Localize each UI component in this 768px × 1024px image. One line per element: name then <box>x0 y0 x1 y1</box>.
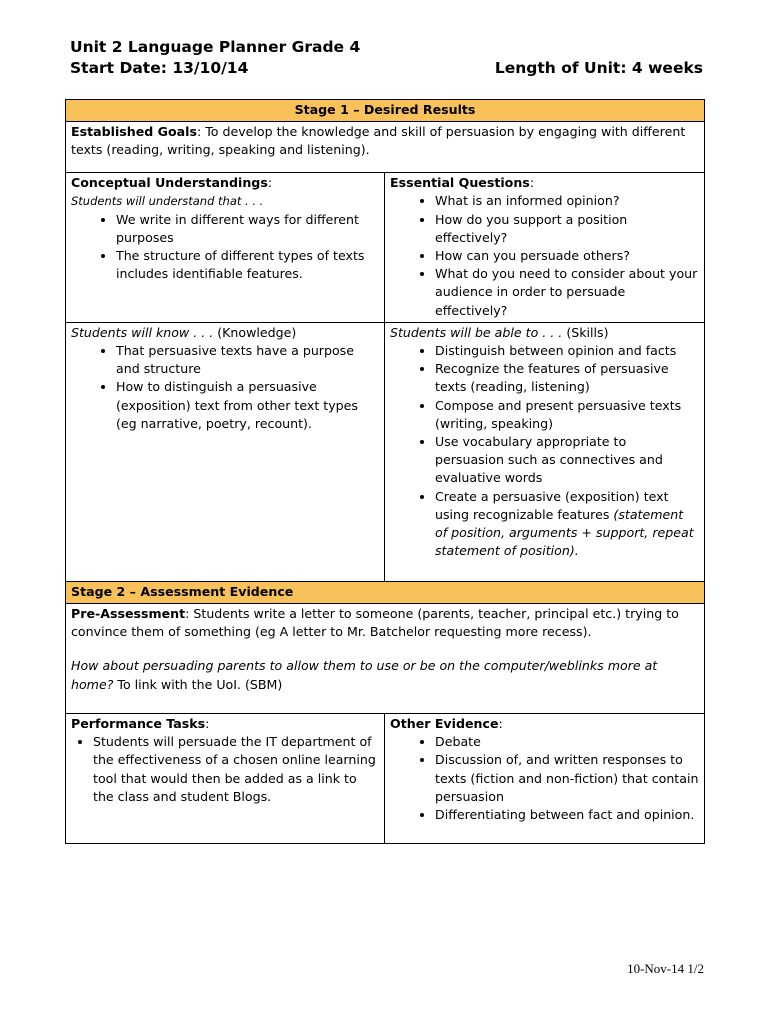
start-date: Start Date: 13/10/14 <box>70 59 249 77</box>
stage1-header-row <box>66 100 705 122</box>
pre-assessment-label: Pre-Assessment <box>71 606 186 622</box>
list-item: • That persuasive texts have a purpose and structure <box>116 342 379 378</box>
planner-table <box>65 99 705 844</box>
tasks-label: Performance Tasks <box>71 716 206 732</box>
understandings-subtitle: Students will understand that . . . <box>71 194 264 209</box>
list-item: • What do you need to consider about your audience in order to persuade effectively? <box>435 265 699 320</box>
pre-assessment-text: : Students write a letter to someone (parents, teacher, principal etc.) trying to convince them of something (eg A letter to Mr. Batchelor requesting more recess). <box>71 606 679 640</box>
list-item: • Create a persuasive (exposition) text using recognizable features (statement of position, arguments + support, repeat statement of position). <box>435 488 699 561</box>
stage1-title: Stage 1 – Desired Results <box>66 100 705 122</box>
know-intro: Students will know . . . <box>71 324 214 340</box>
evidence-cell: Other Evidence: • Debate • Discussion of, and written responses to texts (fiction and non-fiction) that contain persuasion • Differentiating between fact and opinion. <box>385 714 705 844</box>
page-footer: 10-Nov-14 1/2 <box>627 961 704 976</box>
tasks-evidence-row <box>66 714 705 844</box>
pre-assessment-cell <box>66 604 705 714</box>
evidence-list <box>390 733 699 824</box>
skills-cell <box>385 322 705 581</box>
questions-list <box>390 192 699 319</box>
list-item: • How can you persuade others? <box>435 247 699 265</box>
document-title: Unit 2 Language Planner Grade 4 <box>70 38 361 56</box>
pre-assessment-row <box>66 604 705 714</box>
goals-cell <box>66 122 705 173</box>
skills-italic-note: (statement of position, arguments + support, repeat statement of position). <box>435 506 694 559</box>
stage2-title: Stage 2 – Assessment Evidence <box>66 581 705 603</box>
list-item: • What is an informed opinion? <box>435 192 699 210</box>
skills-suffix: (Skills) <box>562 324 609 340</box>
stage2-header-row <box>66 581 705 603</box>
skills-list <box>390 342 699 560</box>
questions-label: Essential Questions <box>390 175 530 191</box>
evidence-label: Other Evidence <box>390 716 499 732</box>
unit-length: Length of Unit: 4 weeks <box>494 59 703 77</box>
list-item: • How do you support a position effectively? <box>435 211 699 247</box>
list-item: • Recognize the features of persuasive texts (reading, listening) <box>435 360 699 396</box>
knowledge-skills-row <box>66 322 705 581</box>
list-item: • Use vocabulary appropriate to persuasion such as connectives and evaluative words <box>435 433 699 488</box>
pre-assessment-italic: How about persuading parents to allow them to use or be on the computer/weblinks more at home? <box>71 658 658 692</box>
list-item: • Debate <box>435 733 699 751</box>
list-item: • Students will persuade the IT department of the effectiveness of a chosen online learning tool that would then be added as a link to the class and student Blogs. <box>93 733 379 806</box>
knowledge-cell <box>66 322 385 581</box>
understandings-list <box>71 211 379 284</box>
know-suffix: (Knowledge) <box>213 324 297 340</box>
list-item: • How to distinguish a persuasive (exposition) text from other text types (eg narrative, poetry, recount). <box>116 378 379 433</box>
list-item: • We write in different ways for different purposes <box>116 211 379 247</box>
questions-cell: Essential Questions: • What is an informed opinion? • How do you support a position effectively? • How can you persuade others? • What do you need to consider about your audience in order to persuade effectively? <box>385 173 705 323</box>
goals-label: Established Goals <box>71 124 197 140</box>
list-item: • Distinguish between opinion and facts <box>435 342 699 360</box>
tasks-list <box>71 733 379 806</box>
list-item: • Differentiating between fact and opinion. <box>435 806 699 824</box>
list-item: • Compose and present persuasive texts (writing, speaking) <box>435 397 699 433</box>
goals-row <box>66 122 705 173</box>
skills-intro: Students will be able to . . . <box>390 324 563 340</box>
knowledge-list <box>71 342 379 433</box>
goals-text: : To develop the knowledge and skill of persuasion by engaging with different texts (reading, writing, speaking and listening). <box>71 124 686 158</box>
understandings-row <box>66 173 705 323</box>
pre-assessment-tail: To link with the UoI. (SBM) <box>113 676 283 692</box>
understandings-label: Conceptual Understandings <box>71 175 268 191</box>
list-item: • Discussion of, and written responses to texts (fiction and non-fiction) that contain persuasion <box>435 751 699 806</box>
tasks-cell: Performance Tasks: • Students will persuade the IT department of the effectiveness of a chosen online learning tool that would then be added as a link to the class and student Blogs. <box>66 714 385 844</box>
understandings-cell: Conceptual Understandings: Students will understand that . . . • We write in different ways for different purposes • The structure of different types of texts includes identifiable features. <box>66 173 385 323</box>
list-item: • The structure of different types of texts includes identifiable features. <box>116 247 379 283</box>
